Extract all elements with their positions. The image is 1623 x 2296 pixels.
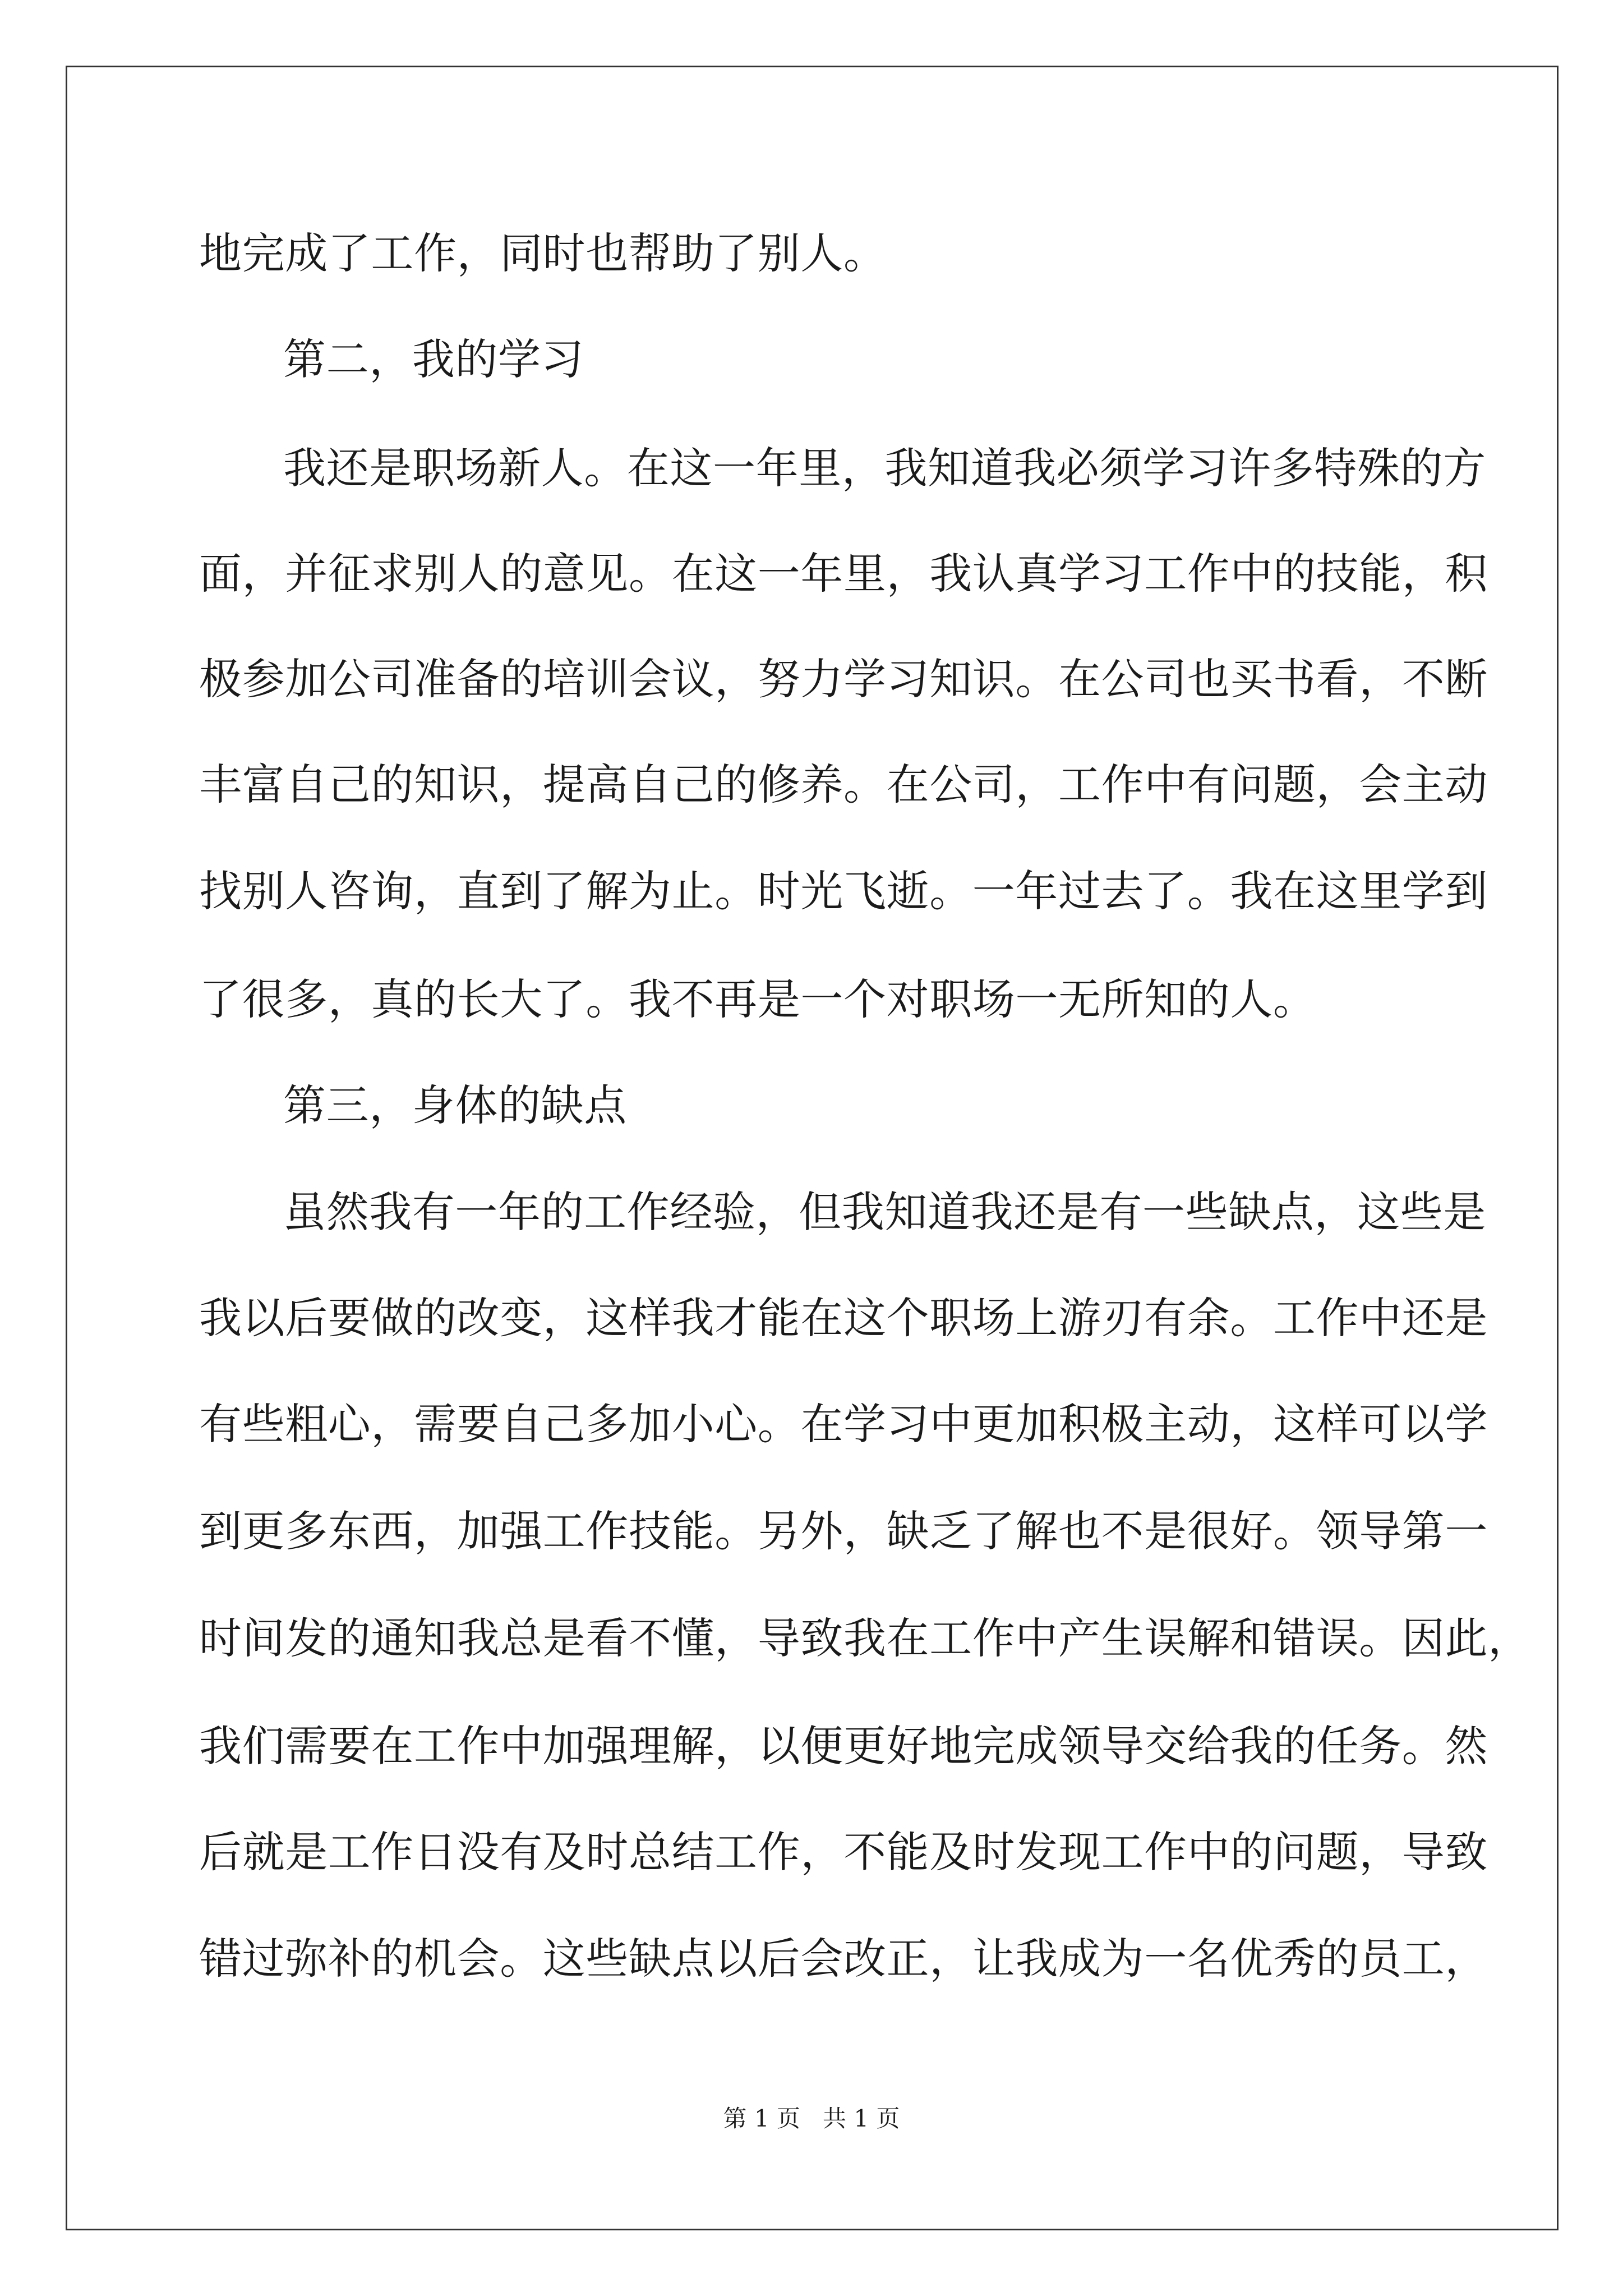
paragraph-line: 时间发的通知我总是看不懂，导致我在工作中产生误解和错误。因此， (199, 1613, 1531, 1663)
paragraph-line: 到更多东西，加强工作技能。另外，缺乏了解也不是很好。领导第一 (199, 1506, 1488, 1556)
paragraph-line: 极参加公司准备的培训会议，努力学习知识。在公司也买书看，不断 (199, 654, 1488, 704)
page-number-footer: 第 1 页 共 1 页 (723, 2105, 900, 2132)
paragraph-line: 我们需要在工作中加强理解，以便更好地完成领导交给我的任务。然 (199, 1721, 1488, 1771)
section-heading-study: 第二，我的学习 (283, 334, 584, 384)
paragraph-line: 找别人咨询，直到了解为止。时光飞逝。一年过去了。我在这里学到 (199, 866, 1488, 916)
paragraph-line: 面，并征求别人的意见。在这一年里，我认真学习工作中的技能，积 (199, 549, 1488, 599)
paragraph-line: 了很多，真的长大了。我不再是一个对职场一无所知的人。 (199, 974, 1316, 1024)
paragraph-line: 有些粗心，需要自己多加小心。在学习中更加积极主动，这样可以学 (199, 1399, 1488, 1449)
paragraph-line: 丰富自己的知识，提高自己的修养。在公司，工作中有问题，会主动 (199, 760, 1488, 809)
paragraph-line: 虽然我有一年的工作经验，但我知道我还是有一些缺点，这些是 (283, 1187, 1486, 1237)
paragraph-line: 我以后要做的改变，这样我才能在这个职场上游刃有余。工作中还是 (199, 1293, 1488, 1343)
page-border (66, 66, 1559, 2230)
paragraph-line: 后就是工作日没有及时总结工作，不能及时发现工作中的问题，导致 (199, 1827, 1488, 1877)
paragraph-line: 错过弥补的机会。这些缺点以后会改正，让我成为一名优秀的员工， (199, 1934, 1488, 1984)
body-line: 地完成了工作，同时也帮助了别人。 (199, 228, 887, 278)
section-heading-shortcomings: 第三，身体的缺点 (283, 1080, 627, 1130)
paragraph-line: 我还是职场新人。在这一年里，我知道我必须学习许多特殊的方 (283, 443, 1486, 493)
